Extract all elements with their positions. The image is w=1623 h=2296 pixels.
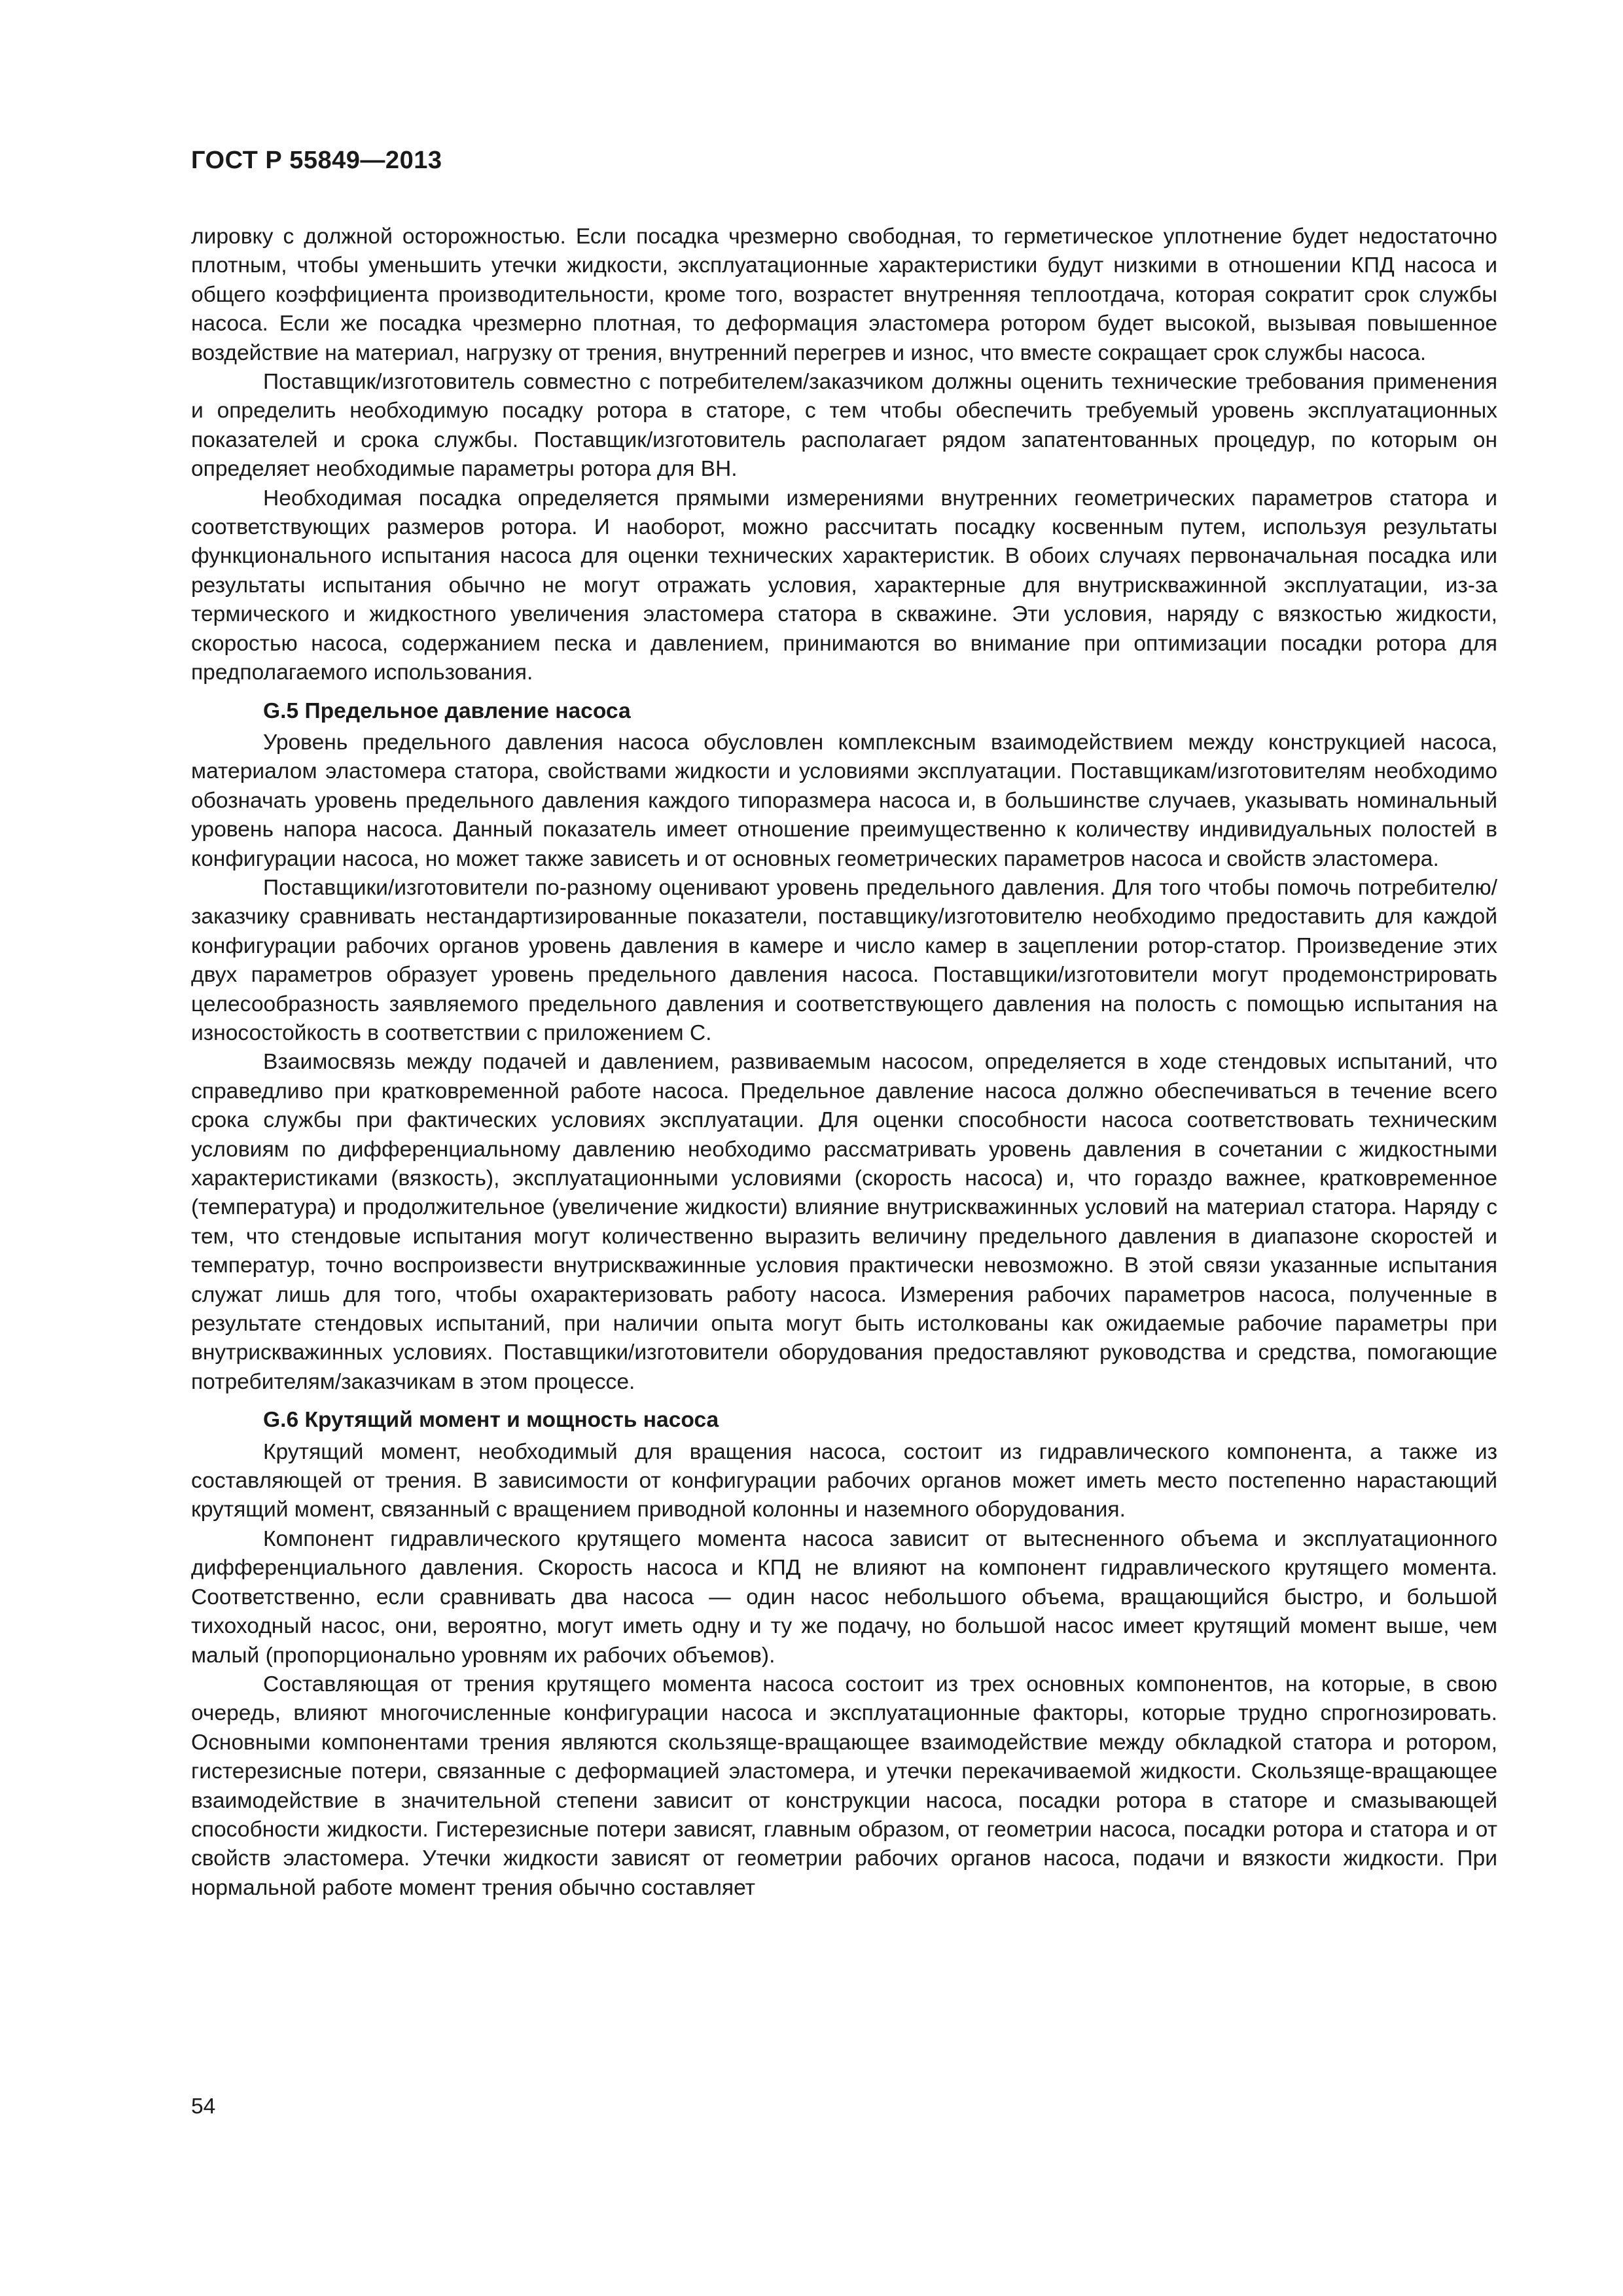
paragraph: Необходимая посадка определяется прямыми измерениями внутренних геометрических параметров статора и соответствующих размеров ротора. И наоборот, можно рассчитать посадку косвенным путем, используя результаты функционального испытания насоса для оценки технических характеристик. В обоих случаях первоначальная посадка или результаты испытания обычно не могут отражать условия, характерные для внутрискважинной эксплуатации, из-за термического и жидкостного увеличения эластомера статора в скважине. Эти условия, наряду с вязкостью жидкости, скоростью насоса, содержанием песка и давлением, принимаются во внимание при оптимизации посадки ротора для предполагаемого использования. [191, 486, 1497, 685]
paragraph: Крутящий момент, необходимый для вращения насоса, состоит из гидравлического компонента, а также из составляющей от трения. В зависимости от конфигурации рабочих органов может иметь место постепенно нарастающий крутящий момент, связанный с вращением приводной колонны и наземного оборудования. [191, 1439, 1497, 1522]
paragraph: Составляющая от трения крутящего момента насоса состоит из трех основных компонентов, на которые, в свою очередь, влияют многочисленные конфигурации насоса и эксплуатационные факторы, которые трудно спрогнозировать. Основными компонентами трения являются скользяще-вращающее взаимодействие между обкладкой статора и ротором, гистерезисные потери, связанные с деформацией эластомера, и утечки перекачиваемой жидкости. Скользяще-вращающее взаимодействие в значительной степени зависит от конструкции насоса, посадки ротора в статоре и смазывающей способности жидкости. Гистерезисные потери зависят, главным образом, от геометрии насоса, посадки ротора и статора и от свойств эластомера. Утечки жидкости зависят от геометрии рабочих органов насоса, подачи и вязкости жидкости. При нормальной работе момент трения обычно составляет [191, 1672, 1497, 1900]
page-number: 54 [191, 2094, 216, 2119]
section-heading-g5: G.5 Предельное давление насоса [263, 698, 631, 723]
paragraph: Уровень предельного давления насоса обусловлен комплексным взаимодействием между конструкцией насоса, материалом эластомера статора, свойствами жидкости и условиями эксплуатации. Поставщикам/изготовителям необходимо обозначать уровень предельного давления каждого типоразмера насоса и, в большинстве случаев, указывать номинальный уровень напора насоса. Данный показатель имеет отношение преимущественно к количеству индивидуальных полостей в конфигурации насоса, но может также зависеть и от основных геометрических параметров насоса и свойств эластомера. [191, 730, 1497, 871]
paragraph: Компонент гидравлического крутящего момента насоса зависит от вытесненного объема и эксплуатационного дифференциального давления. Скорость насоса и КПД не влияют на компонент гидравлического крутящего момента. Соответственно, если сравнивать два насоса — один насос небольшого объема, вращающийся быстро, и большой тихоходный насос, они, вероятно, могут иметь одну и ту же подачу, но большой насос имеет крутящий момент выше, чем малый (пропорционально уровням их рабочих объемов). [191, 1526, 1497, 1668]
section-heading-g6: G.6 Крутящий момент и мощность насоса [263, 1408, 719, 1433]
paragraph: Взаимосвязь между подачей и давлением, развиваемым насосом, определяется в ходе стендовых испытаний, что справедливо при кратковременной работе насоса. Предельное давление насоса должно обеспечиваться в течение всего срока службы при фактических условиях эксплуатации. Для оценки способности насоса соответствовать техническим условиям по дифференциальному давлению необходимо рассматривать уровень давления в сочетании с жидкостными характеристиками (вязкость), эксплуатационными условиями (скорость насоса) и, что гораздо важнее, кратковременное (температура) и продолжительное (увеличение жидкости) влияние внутрискважинных условий на материал статора. Наряду с тем, что стендовые испытания могут количественно выразить величину предельного давления в диапазоне скоростей и температур, точно воспроизвести внутрискважинные условия практически невозможно. В этой связи указанные испытания служат лишь для того, чтобы охарактеризовать работу насоса. Измерения рабочих параметров насоса, полученные в результате стендовых испытаний, при наличии опыта могут быть истолкованы как ожидаемые рабочие параметры при внутрискважинных условиях. Поставщики/изготовители оборудования предоставляют руководства и средства, помогающие потребителям/заказчикам в этом процессе. [191, 1050, 1497, 1394]
main-text [191, 223, 1497, 1903]
standard-header: ГОСТ Р 55849—2013 [191, 147, 442, 174]
paragraph: Поставщики/изготовители по-разному оценивают уровень предельного давления. Для того чтобы помочь потребителю/заказчику сравнивать нестандартизированные показатели, поставщику/изготовителю необходимо предоставить для каждой конфигурации рабочих органов уровень давления в камере и число камер в зацеплении ротор-статор. Произведение этих двух параметров образует уровень предельного давления насоса. Поставщики/изготовители могут продемонстрировать целесообразность заявляемого предельного давления и соответствующего давления на полость с помощью испытания на износостойкость в соответствии с приложением С. [191, 875, 1497, 1045]
paragraph: Поставщик/изготовитель совместно с потребителем/заказчиком должны оценить технические требования применения и определить необходимую посадку ротора в статоре, с тем чтобы обеспечить требуемый уровень эксплуатационных показателей и срока службы. Поставщик/изготовитель располагает рядом запатентованных процедур, по которым он определяет необходимые параметры ротора для ВН. [191, 370, 1497, 482]
paragraph-continuation: лировку с должной осторожностью. Если посадка чрезмерно свободная, то герметическое уплотнение будет недостаточно плотным, чтобы уменьшить утечки жидкости, эксплуатационные характеристики будут низкими в отношении КПД насоса и общего коэффициента производительности, кроме того, возрастет внутренняя теплоотдача, которая сократит срок службы насоса. Если же посадка чрезмерно плотная, то деформация эластомера ротором будет высокой, вызывая повышенное воздействие на материал, нагрузку от трения, внутренний перегрев и износ, что вместе сокращает срок службы насоса. [191, 224, 1497, 365]
